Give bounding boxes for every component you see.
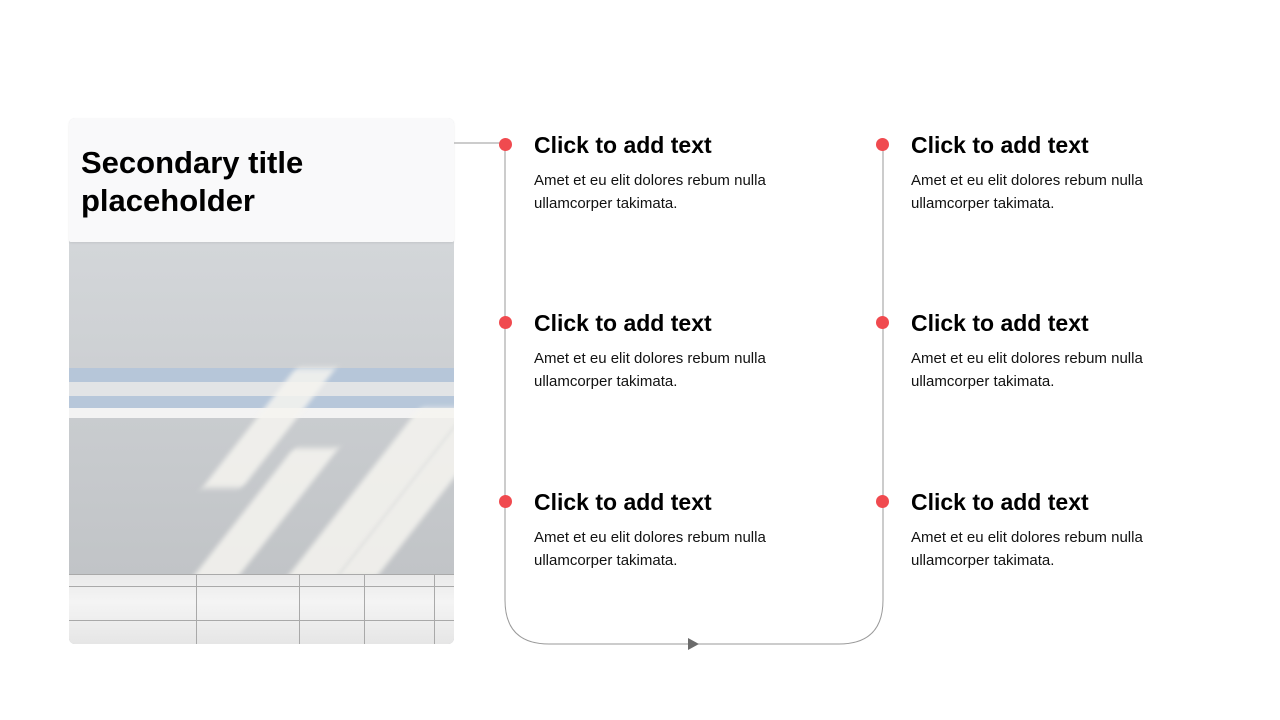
list-item bbox=[534, 131, 834, 215]
item-heading[interactable]: Click to add text bbox=[911, 489, 1089, 515]
list-item bbox=[534, 309, 834, 393]
item-body[interactable]: Amet et eu elit dolores rebum nulla ullamcorper takimata. bbox=[911, 172, 1143, 212]
dot-icon bbox=[876, 316, 889, 329]
list-item bbox=[911, 131, 1211, 215]
dot-icon bbox=[499, 316, 512, 329]
dot-icon bbox=[876, 138, 889, 151]
item-heading[interactable]: Click to add text bbox=[534, 310, 712, 336]
item-heading[interactable]: Click to add text bbox=[534, 489, 712, 515]
item-body[interactable]: Amet et eu elit dolores rebum nulla ullamcorper takimata. bbox=[534, 529, 766, 569]
title-card bbox=[69, 118, 454, 242]
dot-icon bbox=[499, 138, 512, 151]
item-body[interactable]: Amet et eu elit dolores rebum nulla ullamcorper takimata. bbox=[534, 350, 766, 390]
item-heading[interactable]: Click to add text bbox=[911, 310, 1089, 336]
item-body[interactable]: Amet et eu elit dolores rebum nulla ullamcorper takimata. bbox=[911, 529, 1143, 569]
list-item bbox=[911, 488, 1211, 572]
secondary-title[interactable]: Secondary title placeholder bbox=[81, 145, 304, 218]
list-item bbox=[534, 488, 834, 572]
dot-icon bbox=[876, 495, 889, 508]
item-heading[interactable]: Click to add text bbox=[534, 132, 712, 158]
item-body[interactable]: Amet et eu elit dolores rebum nulla ullamcorper takimata. bbox=[534, 172, 766, 212]
arrow-right-icon bbox=[688, 638, 699, 650]
list-item bbox=[911, 309, 1211, 393]
item-heading[interactable]: Click to add text bbox=[911, 132, 1089, 158]
item-body[interactable]: Amet et eu elit dolores rebum nulla ullamcorper takimata. bbox=[911, 350, 1143, 390]
dot-icon bbox=[499, 495, 512, 508]
